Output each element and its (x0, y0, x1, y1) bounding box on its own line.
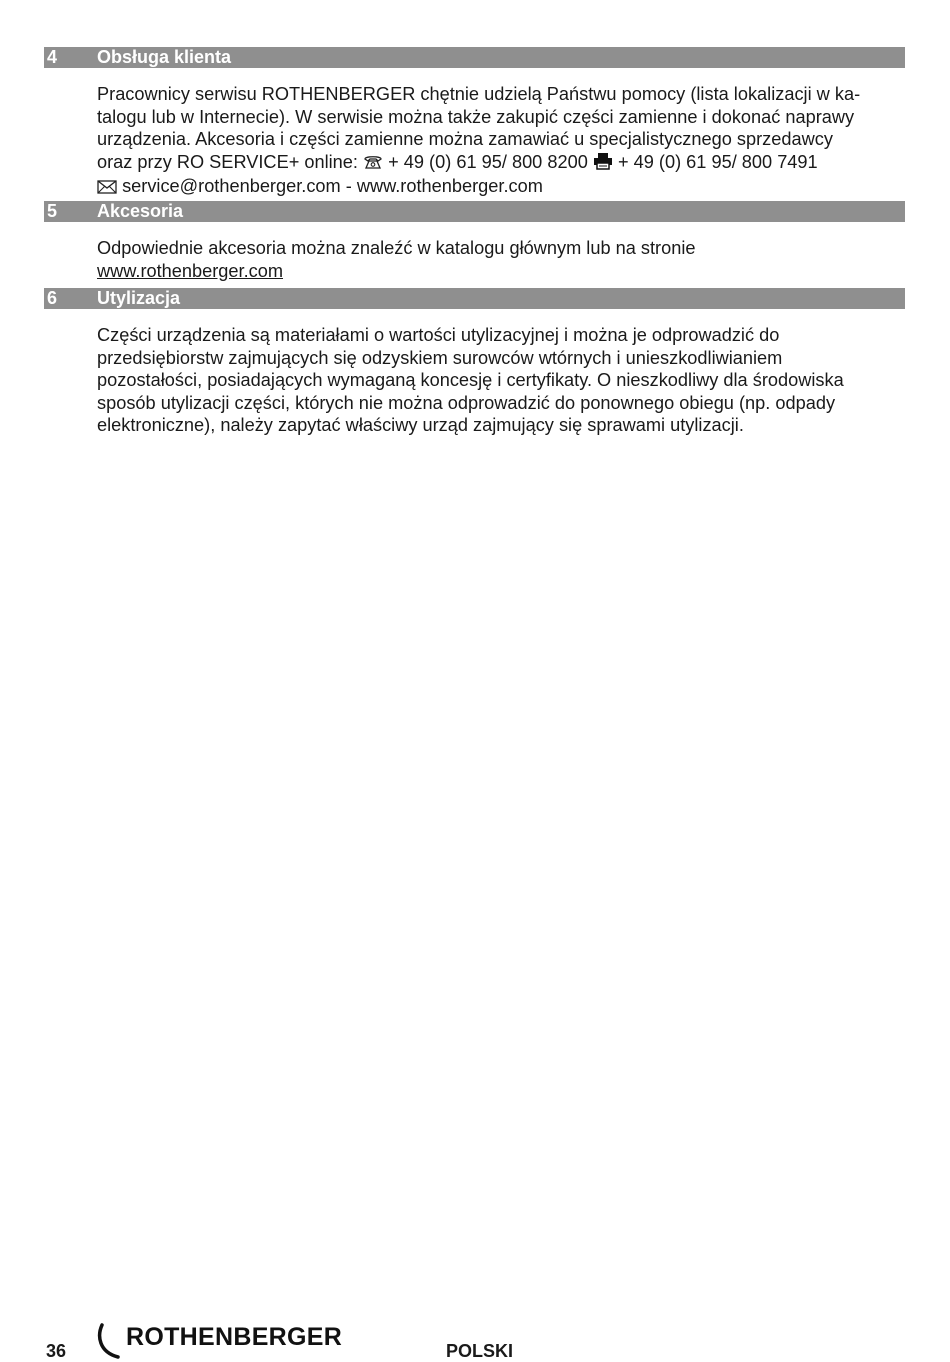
paragraph-line: talogu lub w Internecie). W serwisie można także zakupić części zamienne i dokonać naprawy (97, 106, 855, 127)
website-link[interactable]: www.rothenberger.com (97, 260, 284, 281)
paragraph-line: elektroniczne), należy zapytać właściwy urząd zajmujący się sprawami utylizacji. (97, 415, 744, 435)
section-header-customer-service (44, 47, 905, 68)
section-title: Akcesoria (97, 201, 184, 221)
envelope-icon (97, 177, 117, 200)
fax-number: + 49 (0) 61 95/ 800 7491 (617, 151, 818, 172)
phone-number: + 49 (0) 61 95/ 800 8200 (388, 151, 588, 172)
fax-icon (593, 152, 613, 176)
section-number: 6 (47, 288, 58, 308)
paragraph-line: przedsiębiorstw zajmujących się odzyskiem surowców wtórnych i unieszkodliwianiem (97, 347, 783, 368)
section-body-customer-service (97, 83, 897, 200)
contact-prefix: oraz przy RO SERVICE+ online: (97, 151, 358, 172)
paragraph-line: pozostałości, posiadających wymaganą koncesję i certyfikaty. O nieszkodliwy dla środowiska (97, 370, 844, 390)
rothenberger-logo (96, 1322, 348, 1360)
page-number: 36 (46, 1341, 67, 1361)
contact-line (97, 151, 897, 176)
email-line (97, 175, 897, 200)
email-and-website[interactable]: service@rothenberger.com - www.rothenberger.com (122, 176, 543, 196)
paragraph-line: urządzenia. Akcesoria i części zamienne można zamawiać u specjalistycznego sprzedawcy (97, 129, 833, 149)
paragraph-line: sposób utylizacji części, których nie można odprowadzić do ponownego obiegu (np. odpady (97, 392, 836, 413)
section-title: Utylizacja (97, 288, 181, 308)
paragraph-line: Pracownicy serwisu ROTHENBERGER chętnie udzielą Państwu pomocy (lista lokalizacji w ka- (97, 84, 861, 104)
section-number: 4 (47, 47, 58, 67)
logo-wordmark: ROTHENBERGER (126, 1323, 343, 1351)
section-body-accessories (97, 237, 897, 282)
paragraph-line: Części urządzenia są materiałami o wartości utylizacyjnej i można je odprowadzić do (97, 325, 780, 345)
section-body-disposal (97, 324, 897, 437)
section-header-accessories (44, 201, 905, 222)
section-header-disposal (44, 288, 905, 309)
paragraph-line: Odpowiednie akcesoria można znaleźć w katalogu głównym lub na stronie (97, 238, 696, 258)
language-label: POLSKI (446, 1341, 514, 1361)
section-number: 5 (47, 201, 58, 221)
section-title: Obsługa klienta (97, 47, 232, 67)
phone-icon (363, 153, 383, 176)
